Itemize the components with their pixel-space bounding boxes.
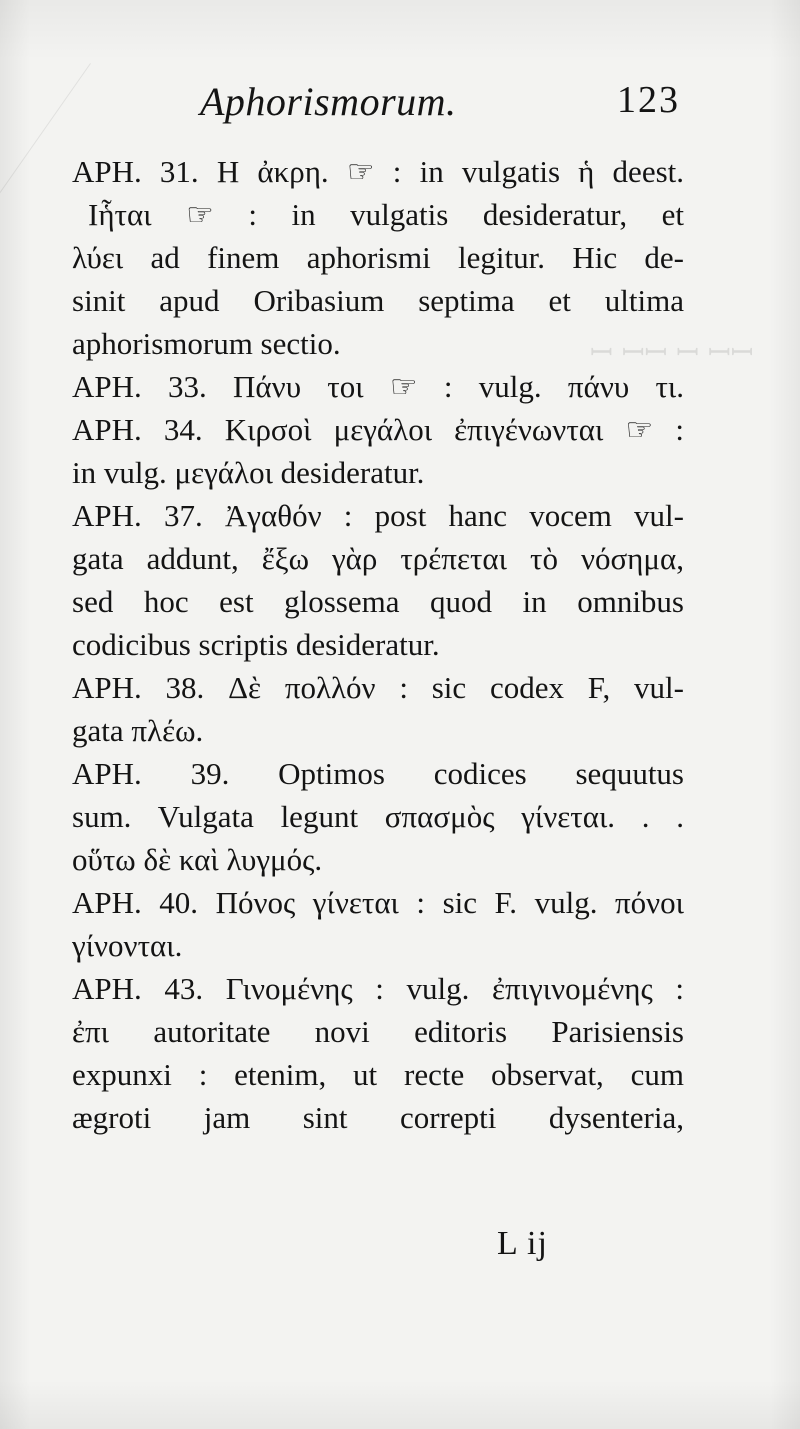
text-line: APH. 40. Πόνος γίνεται : sic F. vulg. πόνοι bbox=[72, 885, 684, 920]
text-line: APH. 39. Optimos codices sequutus bbox=[72, 756, 684, 791]
text-line: γίνονται. bbox=[72, 928, 183, 963]
text-line: sinit apud Oribasium septima et ultima bbox=[72, 283, 684, 318]
text-line: APH. 31. Η ἀκρη. ☞ : in vulgatis ἡ deest. bbox=[72, 154, 684, 189]
show-through-text: ꟷ ꟷꟷ ꟷ ꟷꟷ bbox=[590, 336, 754, 369]
text-line: sed hoc est glossema quod in omnibus bbox=[72, 584, 684, 619]
text-line: codicibus scriptis desideratur. bbox=[72, 627, 440, 662]
text-line: APH. 37. Ἀγαθόν : post hanc vocem vul- bbox=[72, 498, 684, 533]
page-number: 123 bbox=[617, 79, 680, 121]
text-line: ægroti jam sint correpti dysenteria, bbox=[72, 1100, 684, 1135]
text-line: Ιἧται ☞ : in vulgatis desideratur, et bbox=[88, 197, 684, 232]
text-line: οὕτω δὲ καὶ λυγμός. bbox=[72, 842, 323, 877]
text-line: λύει ad finem aphorismi legitur. Hic de- bbox=[72, 240, 684, 275]
running-title: Aphorismorum. bbox=[200, 79, 457, 124]
body-text bbox=[72, 150, 684, 1139]
text-line: expunxi : etenim, ut recte observat, cum bbox=[72, 1057, 684, 1092]
text-line: gata addunt, ἔξω γὰρ τρέπεται τὸ νόσημα, bbox=[72, 541, 684, 576]
text-line: APH. 33. Πάνυ τοι ☞ : vulg. πάνυ τι. bbox=[72, 369, 684, 404]
text-line: sum. Vulgata legunt σπασμὸς γίνεται. . . bbox=[72, 799, 684, 834]
text-line: APH. 34. Κιρσοὶ μεγάλοι ἐπιγένωνται ☞ : bbox=[72, 412, 684, 447]
text-line: in vulg. μεγάλοι desideratur. bbox=[72, 455, 425, 490]
text-line: APH. 38. Δὲ πολλόν : sic codex F, vul- bbox=[72, 670, 684, 705]
running-head bbox=[200, 78, 680, 134]
text-line: APH. 43. Γινομένης : vulg. ἐπιγινομένης : bbox=[72, 971, 684, 1006]
text-line: aphorismorum sectio. bbox=[72, 326, 341, 361]
text-line: ἐπι autoritate novi editoris Parisiensis bbox=[72, 1014, 684, 1049]
text-line: gata πλέω. bbox=[72, 713, 204, 748]
signature-mark: L ij bbox=[497, 1225, 548, 1262]
